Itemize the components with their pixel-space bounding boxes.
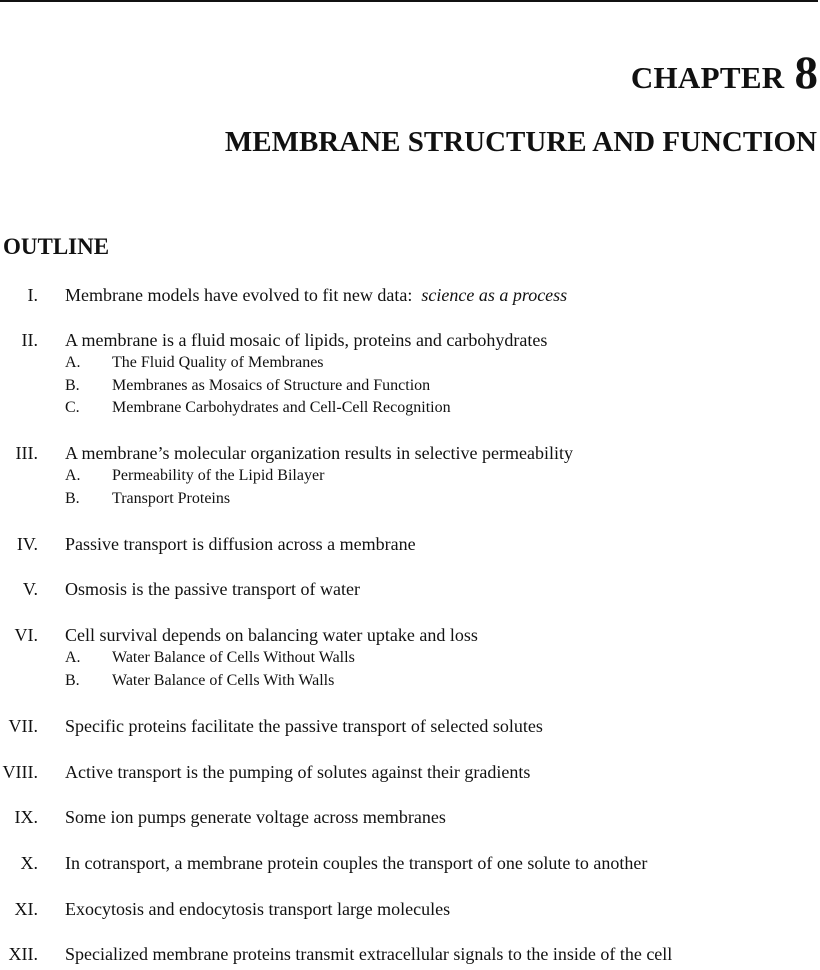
section-numeral: X. <box>20 853 38 873</box>
section-numeral: XI. <box>14 899 38 919</box>
section-text: Specialized membrane proteins transmit extracellular signals to the inside of the cell <box>65 944 673 964</box>
outline-section-7 <box>0 715 818 738</box>
section-numeral: II. <box>21 330 38 350</box>
subsection-text: Water Balance of Cells With Walls <box>112 671 335 689</box>
subsection-item <box>0 647 818 670</box>
chapter-heading <box>631 46 818 100</box>
section-text: Some ion pumps generate voltage across membranes <box>65 807 446 827</box>
outline-section-11 <box>0 898 818 921</box>
outline-section-3 <box>0 442 818 510</box>
section-text: In cotransport, a membrane protein couples the transport of one solute to another <box>65 853 648 873</box>
section-text: Active transport is the pumping of solutes against their gradients <box>65 762 531 782</box>
section-text: Specific proteins facilitate the passive transport of selected solutes <box>65 716 543 736</box>
subsection-text: Permeability of the Lipid Bilayer <box>112 467 325 484</box>
top-rule <box>0 0 818 2</box>
section-numeral: V. <box>22 579 38 599</box>
subsection-text: Transport Proteins <box>112 489 231 507</box>
section-numeral: XII. <box>8 944 38 964</box>
subsection-letter: B. <box>65 671 80 689</box>
section-numeral: III. <box>15 443 38 463</box>
outline-section-1 <box>0 284 818 307</box>
outline-heading: OUTLINE <box>3 234 110 259</box>
subsection-letter: A. <box>65 354 81 371</box>
section-text: Osmosis is the passive transport of water <box>65 579 360 599</box>
outline-section-9 <box>0 806 818 829</box>
subsection-item <box>0 670 818 693</box>
subsection-item <box>0 352 818 375</box>
outline-section-5 <box>0 578 818 601</box>
outline-section-2 <box>0 329 818 420</box>
subsection-text: Membranes as Mosaics of Structure and Function <box>112 376 431 394</box>
subsection-text: Water Balance of Cells Without Walls <box>112 649 355 666</box>
section-text: Cell survival depends on balancing water uptake and loss <box>65 625 478 645</box>
subsection-letter: B. <box>65 489 80 507</box>
section-text: Exocytosis and endocytosis transport large molecules <box>65 899 451 919</box>
chapter-label: CHAPTER <box>630 60 785 95</box>
section-text: Membrane models have evolved to fit new data: science as a process <box>65 285 568 305</box>
subsection-text: The Fluid Quality of Membranes <box>112 354 324 371</box>
section-numeral: VI. <box>14 625 38 645</box>
chapter-number: 8 <box>794 47 818 99</box>
section-numeral: IX. <box>14 807 38 827</box>
outline-section-6 <box>0 624 818 692</box>
outline-section-12 <box>0 943 818 966</box>
outline-section-4 <box>0 533 818 556</box>
section-emphasis: science as a process <box>421 285 568 305</box>
subsection-text: Membrane Carbohydrates and Cell-Cell Recognition <box>112 399 451 416</box>
subsection-letter: C. <box>65 399 80 416</box>
outline-section-8 <box>0 761 818 784</box>
subsection-letter: A. <box>65 467 81 484</box>
subsection-item <box>0 375 818 398</box>
section-text: Passive transport is diffusion across a membrane <box>65 534 416 554</box>
subsection-letter: B. <box>65 376 80 394</box>
section-numeral: VIII. <box>2 762 38 782</box>
subsection-letter: A. <box>65 649 81 666</box>
chapter-title: MEMBRANE STRUCTURE AND FUNCTION <box>224 126 817 158</box>
section-text: A membrane’s molecular organization results in selective permeability <box>65 443 574 463</box>
section-numeral: I. <box>27 285 38 305</box>
outline-section-10 <box>0 852 818 875</box>
section-numeral: IV. <box>16 534 38 554</box>
subsection-item <box>0 465 818 488</box>
subsection-item <box>0 488 818 511</box>
section-text: A membrane is a fluid mosaic of lipids, proteins and carbohydrates <box>65 330 548 350</box>
subsection-item <box>0 397 818 420</box>
section-numeral: VII. <box>8 716 38 736</box>
